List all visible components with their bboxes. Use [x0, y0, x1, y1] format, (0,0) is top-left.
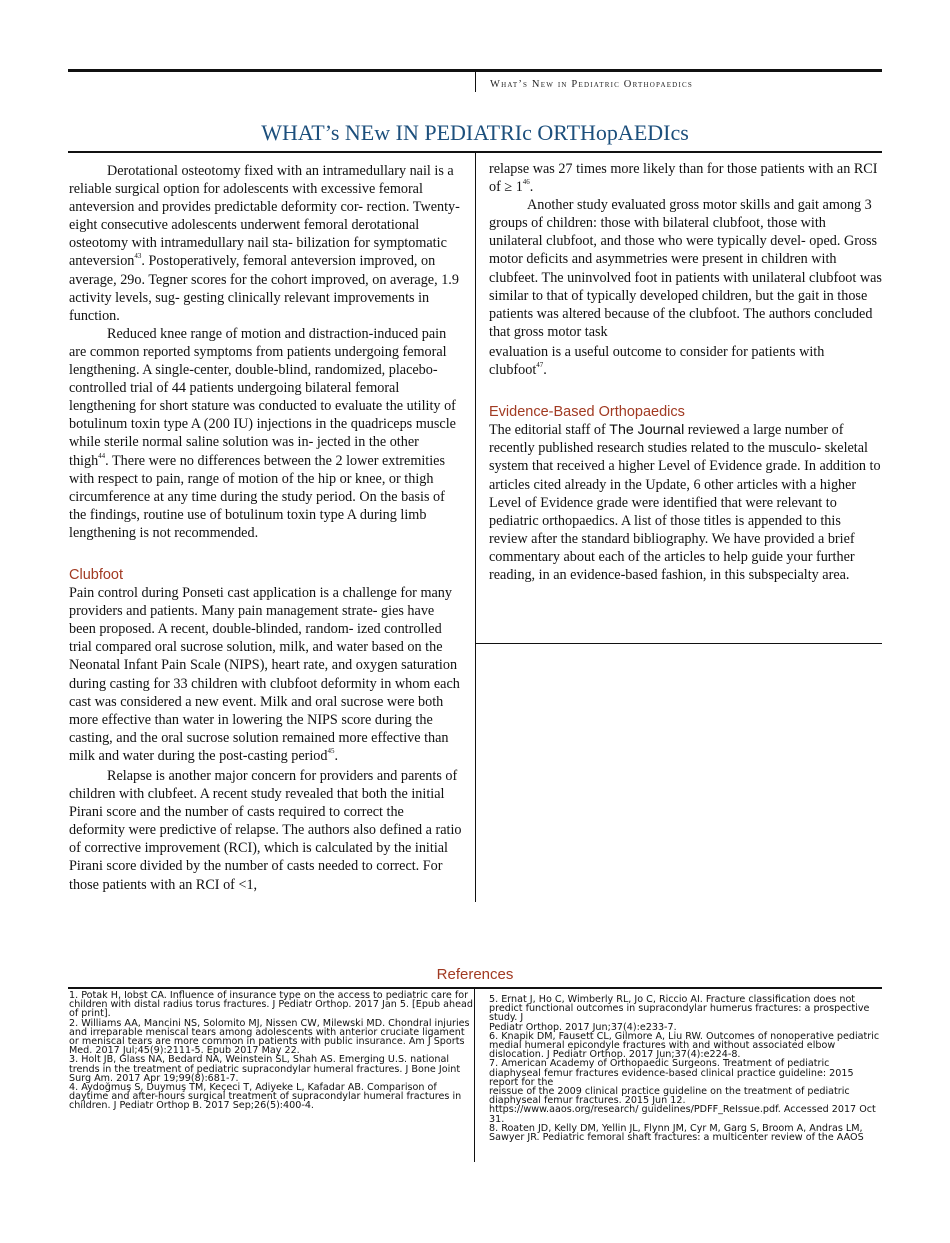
citation-47[interactable]: 47: [536, 361, 544, 370]
citation-45[interactable]: 45: [327, 746, 335, 755]
citation-43[interactable]: 43: [134, 252, 142, 261]
reference-item: reissue of the 2009 clinical practice guideline on the treatment of pediatric diaphyseal femur fractures. 2015 Jun 12.: [489, 1086, 850, 1107]
references-divider: [474, 989, 475, 1162]
paragraph-gross-motor: Another study evaluated gross motor skills and gait among 3 groups of children: those with bilateral clubfoot, those with unilateral clubfoot, and those who were typically devel- oped. Gross motor deficits and asymmetries were present in children with clubfeet. The uninvolved foot in patients with unilateral clubfoot was similar to that of typically developed children, but the gait in those patients was altered because of the clubfoot. The authors concluded that gross motor task: [489, 197, 882, 340]
paragraph-botulinum-toxin: Reduced knee range of motion and distraction-induced pain are common reported symptoms from patients undergoing femoral lengthening. A single-center, double-blind, randomized, placebo-controlled trial of 44 patients undergoing bilateral femoral lengthening for short stature was conducted to evaluate the utility of botulinum toxin type A (200 IU) injections in the quadriceps muscle while sterile normal saline solution was in- jected in the other thigh$^{44}$. There were no differences between the 2 lower extremities with respect to pain, range of motion of the hip or knee, or thigh circumference at any time during the study period. On the basis of the findings, routine use of botulinum toxin type A during limb lengthening is not recommended.: [69, 325, 456, 541]
reference-link[interactable]: https://www.aaos.org/research/ guidelines/PDFF_ReIssue.pdf. Accessed 2017 Oct 31.: [489, 1104, 876, 1125]
paragraph-ponseti-pain-control: Pain control during Ponseti cast application is a challenge for many providers and patients. Many pain management strate- gies have been proposed. A recent, double-blinded, random- ized controlled trial compared oral sucrose solution, milk, and water based on the Neonatal Infant Pain Scale (NIPS), heart rate, and oxygen saturation during casting for 33 children with clubfoot deformity in whom each cast was considered a new event. Milk and oral sucrose were both more effective than water in lowering the NIPS score during the casting, and the oral sucrose solution remained more effective than milk and water during the post-casting period$^{45}$.: [69, 585, 460, 764]
journal-name: The Journal: [609, 422, 685, 439]
citation-44[interactable]: 44: [98, 451, 106, 460]
column-divider: [475, 153, 476, 902]
reference-item: 7. American Academy of Orthopaedic Surgeons. Treatment of pediatric diaphyseal femur fractures evidence-based clinical practice guideline: 2015 report for the: [489, 1058, 854, 1088]
page-title: WHAT’s NEw IN PEDIATRIc ORTHopAEDIcs: [261, 120, 689, 145]
references-left: [69, 991, 473, 1111]
paragraph-clubfoot-relapse: Relapse is another major concern for providers and parents of children with clubfeet. A recent study revealed that both the initial Pirani score and the number of casts required to correct the deformity were predictive of relapse. The authors also defined a ratio of corrective improvement (RCI), which is calculated by the initial Pirani score divided by the number of casts needed to correct. For those patients with an RCI of <1,: [69, 768, 462, 893]
clubfoot-heading: Clubfoot: [69, 566, 124, 583]
running-head: What’s New in Pediatric Orthopaedics: [490, 79, 693, 90]
references-right: [489, 995, 883, 1142]
evidence-paragraph-clip: [489, 421, 882, 589]
paragraph-evidence-based: The editorial staff of The Journal reviewed a large number of recently published research studies related to the musculo- skeletal system that received a higher Level of Evidence grade. In addition to articles cited already in the Update, 6 other articles with a higher Level of Evidence grade were identified that were relevant to pediatric orthopaedics. A list of those titles is appended to this review after the standard bibliography. We have provided a brief commentary about each of the articles to help guide your further reading, in an evidence-based fashion, in this subspecialty area.: [489, 422, 881, 583]
reference-item: 5. Ernat J, Ho C, Wimberly RL, Jo C, Riccio AI. Fracture classification does not predict functional outcomes in supracondylar humerus fractures: a prospective study. J: [489, 994, 870, 1024]
reference-item: 4. Aydoğmuş S, Duymuş TM, Keçeci T, Adiyeke L, Kafadar AB. Comparison of daytime and after-hours surgical treatment of supracondylar humeral fractures in children. J Pediatr Orthop B. 2017 Sep;26(5):400-4.: [69, 1082, 462, 1112]
right-column: [489, 160, 882, 589]
header-divider: [475, 72, 476, 92]
reference-item: 1. Potak H, Iobst CA. Influence of insurance type on the access to pediatric care for children with distal radius torus fractures. J Pediatr Orthop. 2017 Jan 5. [Epub ahead of print].: [69, 990, 473, 1020]
paragraph-rci-relapse: relapse was 27 times more likely than for those patients with an RCI of ≥ $1^{46}$.: [489, 161, 878, 196]
reference-item: 6. Knapik DM, Fausett CL, Gilmore A, Liu RW. Outcomes of nonoperative pediatric medial humeral epicondyle fractures with and without associated elbow dislocation. J Pediatr Orthop. 2017 Jun;37(4):e224-8.: [489, 1030, 880, 1061]
reference-item: 8. Roaten JD, Kelly DM, Yellin JL, Flynn JM, Cyr M, Garg S, Broom A, Andras LM, Sawyer JR. Pediatric femoral shaft fractures: a multicenter review of the AAOS: [489, 1122, 864, 1144]
reference-item: 2. Williams AA, Mancini NS, Solomito MJ, Nissen CW, Milewski MD. Chondral injuries and irreparable meniscal tears among adolescents with anterior cruciate ligament or meniscal tears are more common in patients with public insurance. Am J Sports Med. 2017 Jul;45(9):2111-5. Epub 2017 May 22.: [69, 1017, 470, 1057]
reference-item: 3. Holt JB, Glass NA, Bedard NA, Weinstein SL, Shah AS. Emerging U.S. national trends in the treatment of pediatric supracondylar humeral fractures. J Bone Joint Surg Am. 2017 Apr 19;99(8):681-7.: [69, 1054, 461, 1084]
left-column: [69, 162, 462, 894]
paragraph-gross-motor-conclusion: evaluation is a useful outcome to consider for patients with clubfoot$^{47}$.: [489, 343, 825, 379]
right-column-end-rule: [476, 643, 882, 644]
references-rule: [68, 987, 882, 989]
reference-item: Pediatr Orthop. 2017 Jun;37(4):e233-7.: [489, 1021, 677, 1033]
references-heading: References: [436, 966, 514, 983]
paragraph-derotational-osteotomy: Derotational osteotomy fixed with an intramedullary nail is a reliable surgical option for adolescents with excessive femoral anteversion and provides predictable deformity cor- rection. Twenty-eight consecutive adolescents underwent femoral derotational osteotomy with intramedullary nail sta- bilization for symptomatic anteversion$^{43}$. Postoperatively, femoral anteversion improved, on average, 29o. Tegner scores for the cohort improved, on average, 1.9 activity levels, sug- gesting clinically relevant improvements in function.: [69, 163, 460, 324]
evidence-based-heading: Evidence-Based Orthopaedics: [489, 404, 685, 421]
citation-46[interactable]: 46: [522, 178, 530, 187]
